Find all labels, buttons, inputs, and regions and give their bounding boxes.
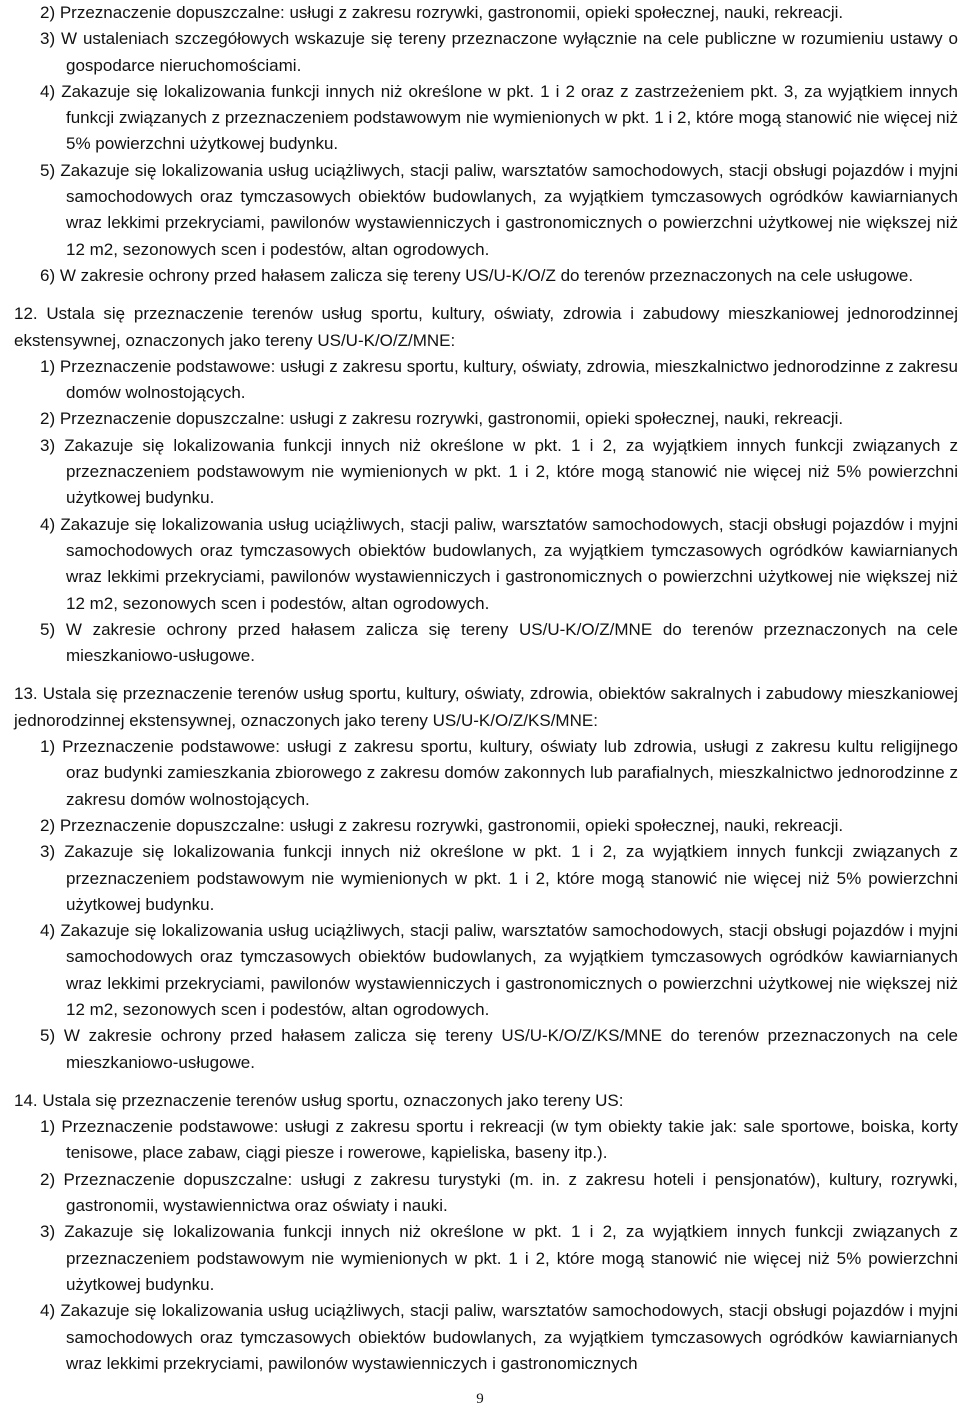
list-item: 1) Przeznaczenie podstawowe: usługi z zakresu sportu, kultury, oświaty lub zdrowia, usługi z zakresu kultu religijnego oraz budynki zamieszkania zbiorowego z zakresu domów zakonnych lub parafialnych, mieszkalnictwo jednorodzinne z zakresu domów wolnostojących.: [40, 737, 958, 809]
section-heading-14: 14. Ustala się przeznaczenie terenów usług sportu, oznaczonych jako tereny US:: [14, 1090, 624, 1110]
section-heading-13: 13. Ustala się przeznaczenie terenów usług sportu, kultury, oświaty, zdrowia, obiektów sakralnych i zabudowy mieszkaniowej jednorodzinnej ekstensywnej, oznaczonych jako tereny US/U-K/O/Z/KS/MNE:: [14, 684, 958, 730]
list-item: 4) Zakazuje się lokalizowania funkcji innych niż określone w pkt. 1 i 2 oraz z zastrzeżeniem pkt. 3, za wyjątkiem innych funkcji związanych z przeznaczeniem podstawowym nie wymienionych w pkt. 1 i 2, które mogą stanowić nie więcej niż 5% powierzchni użytkowej budynku.: [40, 81, 958, 154]
list-item: 3) Zakazuje się lokalizowania funkcji innych niż określone w pkt. 1 i 2, za wyjątkiem innych funkcji związanych z przeznaczeniem podstawowym nie wymienionych w pkt. 1 i 2, które mogą stanowić nie więcej niż 5% powierzchni użytkowej budynku.: [40, 1222, 958, 1294]
list-item: 5) W zakresie ochrony przed hałasem zalicza się tereny US/U-K/O/Z/KS/MNE do terenów przeznaczonych na cele mieszkaniowo-usługowe.: [40, 1026, 958, 1072]
list-item: 2) Przeznaczenie dopuszczalne: usługi z zakresu rozrywki, gastronomii, opieki społecznej, nauki, rekreacji.: [40, 815, 844, 835]
list-item: 1) Przeznaczenie podstawowe: usługi z zakresu sportu i rekreacji (w tym obiekty takie jak: sale sportowe, boiska, korty tenisowe, place zabaw, ciągi piesze i rowerowe, kąpieliska, baseny itp.).: [40, 1117, 958, 1163]
list-item: 5) Zakazuje się lokalizowania usług uciążliwych, stacji paliw, warsztatów samochodowych, stacji obsługi pojazdów i myjni samochodowych oraz tymczasowych obiektów budowlanych, za wyjątkiem tymczasowych ogródków kawiarnianych wraz lekkimi przekryciami, pawilonów wystawienniczych i gastronomicznych o powierzchni użytkowej nie większej niż 12 m2, sezonowych scen i podestów, altan ogrodowych.: [40, 160, 958, 259]
list-item: 5) W zakresie ochrony przed hałasem zalicza się tereny US/U-K/O/Z/MNE do terenów przeznaczonych na cele mieszkaniowo-usługowe.: [40, 619, 958, 666]
list-item: 2) Przeznaczenie dopuszczalne: usługi z zakresu turystyki (m. in. z zakresu hoteli i pensjonatów), kultury, rozrywki, gastronomii, wystawiennictwa oraz oświaty i nauki.: [40, 1169, 958, 1216]
list-item: 3) Zakazuje się lokalizowania funkcji innych niż określone w pkt. 1 i 2, za wyjątkiem innych funkcji związanych z przeznaczeniem podstawowym nie wymienionych w pkt. 1 i 2, które mogą stanowić nie więcej niż 5% powierzchni użytkowej budynku.: [40, 435, 958, 508]
list-item: 4) Zakazuje się lokalizowania usług uciążliwych, stacji paliw, warsztatów samochodowych, stacji obsługi pojazdów i myjni samochodowych oraz tymczasowych obiektów budowlanych, za wyjątkiem tymczasowych ogródków kawiarnianych wraz lekkimi przekryciami, pawilonów wystawienniczych i gastronomicznych o powierzchni użytkowej nie większej niż 12 m2, sezonowych scen i podestów, altan ogrodowych.: [40, 514, 958, 613]
list-item: 4) Zakazuje się lokalizowania usług uciążliwych, stacji paliw, warsztatów samochodowych, stacji obsługi pojazdów i myjni samochodowych oraz tymczasowych obiektów budowlanych, za wyjątkiem tymczasowych ogródków kawiarnianych wraz lekkimi przekryciami, pawilonów wystawienniczych i gastronomicznych: [40, 1301, 958, 1373]
list-item: 2) Przeznaczenie dopuszczalne: usługi z zakresu rozrywki, gastronomii, opieki społecznej, nauki, rekreacji.: [40, 3, 844, 22]
list-item: 2) Przeznaczenie dopuszczalne: usługi z zakresu rozrywki, gastronomii, opieki społecznej, nauki, rekreacji.: [40, 409, 844, 429]
list-item: 3) W ustaleniach szczegółowych wskazuje się tereny przeznaczone wyłącznie na cele publiczne w rozumieniu ustawy o gospodarce nieruchomościami.: [40, 29, 958, 75]
list-item: 4) Zakazuje się lokalizowania usług uciążliwych, stacji paliw, warsztatów samochodowych, stacji obsługi pojazdów i myjni samochodowych oraz tymczasowych obiektów budowlanych, za wyjątkiem tymczasowych ogródków kawiarnianych wraz lekkimi przekryciami, pawilonów wystawienniczych i gastronomicznych o powierzchni użytkowej nie większej niż 12 m2, sezonowych scen i podestów, altan ogrodowych.: [40, 921, 958, 1019]
section-heading-12: 12. Ustala się przeznaczenie terenów usług sportu, kultury, oświaty, zdrowia i zabudowy mieszkaniowej jednorodzinnej ekstensywnej, oznaczonych jako tereny US/U-K/O/Z/MNE:: [14, 304, 958, 350]
page-number: 9: [476, 1391, 484, 1407]
section-spacer: [14, 1076, 958, 1088]
section-spacer: [14, 289, 958, 301]
list-item: 6) W zakresie ochrony przed hałasem zalicza się tereny US/U-K/O/Z do terenów przeznaczonych na cele usługowe.: [40, 265, 914, 285]
list-item: 3) Zakazuje się lokalizowania funkcji innych niż określone w pkt. 1 i 2, za wyjątkiem innych funkcji związanych z przeznaczeniem podstawowym nie wymienionych w pkt. 1 i 2, które mogą stanowić nie więcej niż 5% powierzchni użytkowej budynku.: [40, 842, 958, 914]
list-item: 1) Przeznaczenie podstawowe: usługi z zakresu sportu, kultury, oświaty, zdrowia, mieszkalnictwo jednorodzinne z zakresu domów wolnostojących.: [40, 356, 958, 403]
section-spacer: [14, 669, 958, 681]
